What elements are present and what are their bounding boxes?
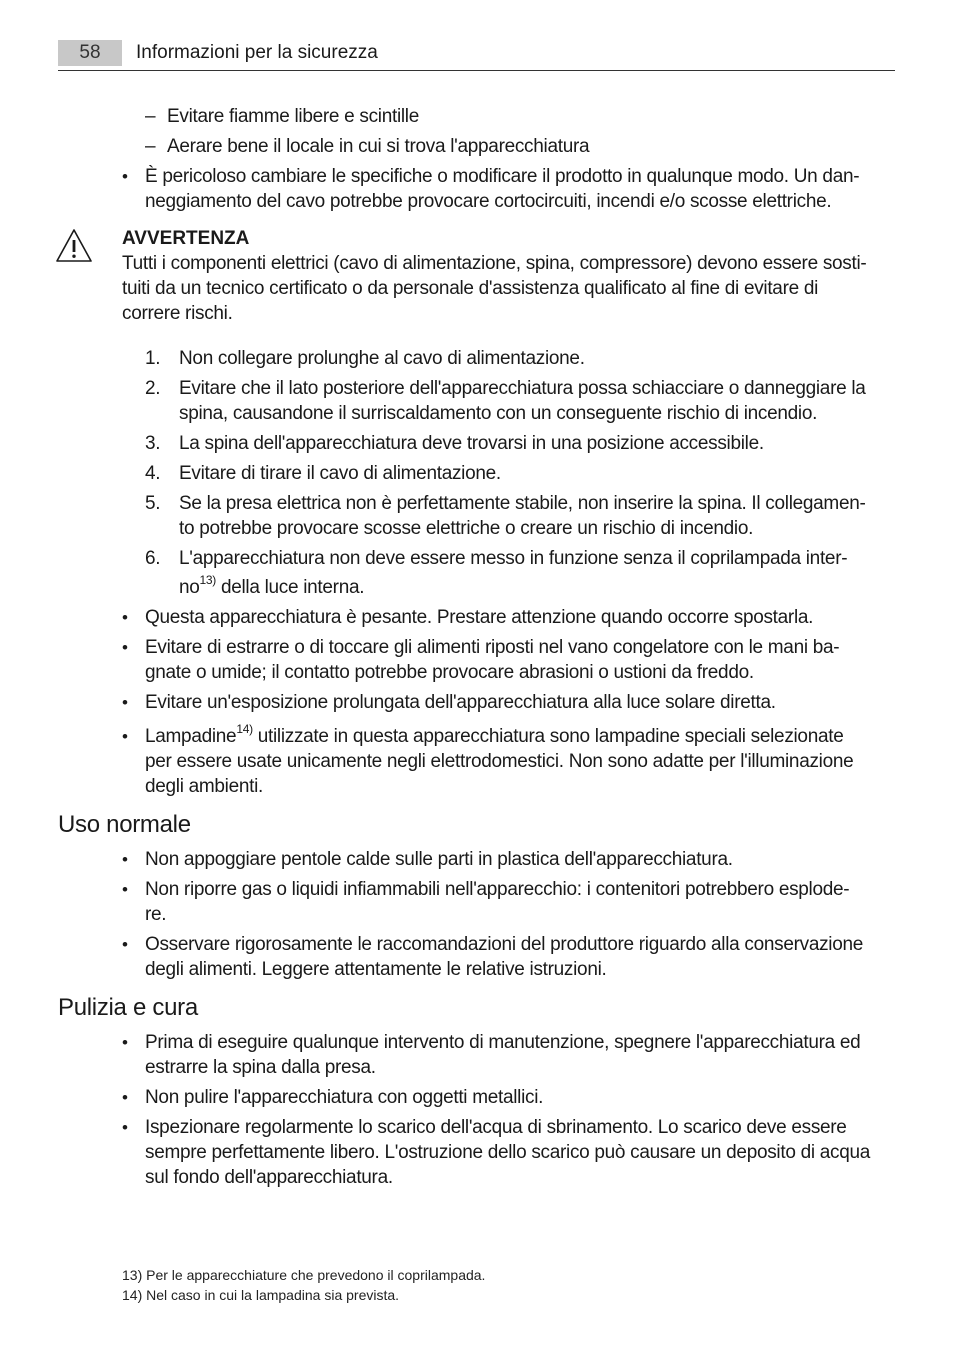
section-heading-uso-normale: Uso normale [58,811,191,838]
bullet-text: Non pulire l'apparecchiatura con oggetti metallici. [145,1087,544,1108]
list-number: 4. [145,463,161,484]
section-heading-pulizia-e-cura: Pulizia e cura [58,994,198,1021]
bullet-text: Non riporre gas o liquidi infiammabili nell'apparecchio: i contenitori potrebbero esplode- [145,879,850,900]
warning-triangle-icon [55,228,93,264]
list-number: 2. [145,378,161,399]
bullet-marker: • [122,1088,128,1107]
bullet-text-part: Lampadine [145,726,237,747]
bullet-text: degli ambienti. [145,776,264,797]
bullet-text: Prima di eseguire qualunque intervento di manutenzione, spegnere l'apparecchiatura ed [145,1032,861,1053]
list-number: 1. [145,348,161,369]
bullet-text: per essere usate unicamente negli elettrodomestici. Non sono adatte per l'illuminazione [145,751,854,772]
numbered-item: La spina dell'apparecchiatura deve trovarsi in una posizione accessibile. [179,433,764,454]
dash-item: Aerare bene il locale in cui si trova l'apparecchiatura [167,136,590,157]
warning-text: correre rischi. [122,303,233,324]
footnote-ref: 14) [236,721,253,736]
bullet-text-part: utilizzate in questa apparecchiatura sono lampadine speciali selezionate [252,726,844,747]
bullet-text: estrarre la spina dalla presa. [145,1057,376,1078]
bullet-text: Questa apparecchiatura è pesante. Prestare attenzione quando occorre spostarla. [145,607,814,628]
bullet-text: sul fondo dell'apparecchiatura. [145,1167,393,1188]
bullet-marker: • [122,935,128,954]
bullet-marker: • [122,1033,128,1052]
numbered-item: Non collegare prolunghe al cavo di alimentazione. [179,348,585,369]
bullet-marker: • [122,638,128,657]
bullet-marker: • [122,880,128,899]
header-divider [58,70,895,71]
warning-title: AVVERTENZA [122,228,250,249]
list-number: 5. [145,493,161,514]
numbered-item: L'apparecchiatura non deve essere messo in funzione senza il coprilampada inter- [179,548,848,569]
numbered-item: Evitare di tirare il cavo di alimentazione. [179,463,501,484]
bullet-text: gnate o umide; il contatto potrebbe provocare abrasioni o ustioni da freddo. [145,662,754,683]
page-number: 58 [58,40,122,66]
bullet-text: re. [145,904,167,925]
dash-marker: – [145,136,156,157]
list-number: 3. [145,433,161,454]
bullet-text: sempre perfettamente libero. L'ostruzione dello scarico può causare un deposito di acqua [145,1142,871,1163]
bullet-text: neggiamento del cavo potrebbe provocare cortocircuiti, incendi e/o scosse elettriche. [145,191,832,212]
bullet-text [145,721,844,749]
footnote-13: 13) Per le apparecchiature che prevedono il coprilampada. [122,1267,486,1283]
bullet-text: Ispezionare regolarmente lo scarico dell'acqua di sbrinamento. Lo scarico deve essere [145,1117,847,1138]
bullet-marker: • [122,167,128,186]
warning-text: tuiti da un tecnico certificato o da personale d'assistenza qualificato al fine di evitare di [122,278,819,299]
bullet-text: degli alimenti. Leggere attentamente le relative istruzioni. [145,959,607,980]
bullet-text: Osservare rigorosamente le raccomandazioni del produttore riguardo alla conservazione [145,934,864,955]
footnote-ref: 13) [199,572,216,587]
numbered-item: spina, causandone il surriscaldamento con un conseguente rischio di incendio. [179,403,818,424]
bullet-marker: • [122,850,128,869]
numbered-item: to potrebbe provocare scosse elettriche o creare un rischio di incendio. [179,518,754,539]
bullet-marker: • [122,1118,128,1137]
bullet-text: Evitare di estrarre o di toccare gli alimenti riposti nel vano congelatore con le mani ba- [145,637,840,658]
list-number: 6. [145,548,161,569]
numbered-item-text: no [179,577,200,598]
bullet-marker: • [122,608,128,627]
dash-item: Evitare fiamme libere e scintille [167,106,419,127]
bullet-marker: • [122,693,128,712]
numbered-item-text: della luce interna. [216,577,365,598]
numbered-item [179,572,365,600]
dash-marker: – [145,106,156,127]
bullet-text: È pericoloso cambiare le specifiche o modificare il prodotto in qualunque modo. Un dan- [145,166,860,187]
bullet-text: Non appoggiare pentole calde sulle parti in plastica dell'apparecchiatura. [145,849,733,870]
bullet-marker: • [122,727,128,746]
numbered-item: Se la presa elettrica non è perfettamente stabile, non inserire la spina. Il collegamen- [179,493,866,514]
bullet-text: Evitare un'esposizione prolungata dell'apparecchiatura alla luce solare diretta. [145,692,776,713]
footnote-14: 14) Nel caso in cui la lampadina sia prevista. [122,1287,400,1303]
numbered-item: Evitare che il lato posteriore dell'apparecchiatura possa schiacciare o danneggiare la [179,378,866,399]
warning-text: Tutti i componenti elettrici (cavo di alimentazione, spina, compressore) devono essere sosti- [122,253,867,274]
page-header-title: Informazioni per la sicurezza [136,42,378,63]
